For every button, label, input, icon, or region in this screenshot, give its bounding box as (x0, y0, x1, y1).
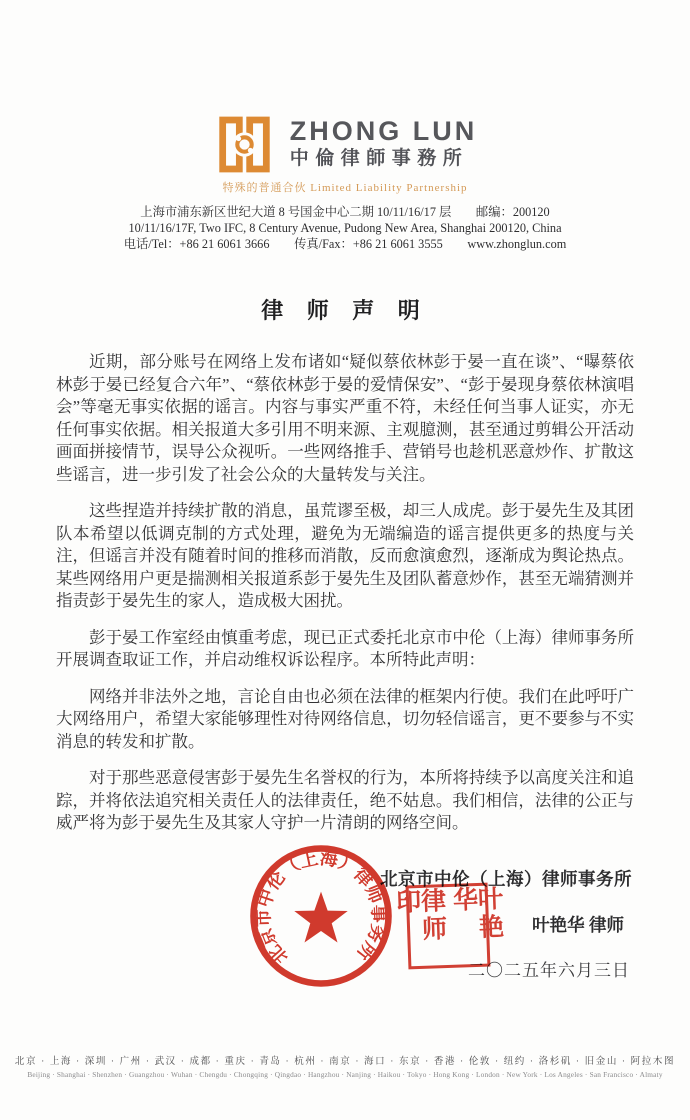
square-seal-left-column: 律师印 (392, 887, 447, 945)
office-cities-cn: 北京 · 上海 · 深圳 · 广州 · 武汉 · 成都 · 重庆 · 青岛 · 杭州 · 南京 · 海口 · 东京 · 香港 · 伦敦 · 纽约 · 洛杉矶 · 旧金山 · 阿拉木图 (14, 1057, 676, 1067)
contact-line: 电话/Tel：+86 21 6061 3666 传真/Fax：+86 21 6061 3555 www.zhonglun.com (123, 237, 567, 251)
firm-tagline: 特殊的普通合伙 Limited Liability Partnership (222, 182, 468, 194)
office-footer (0, 1056, 690, 1079)
paragraph-4: 网络并非法外之地，言论自由也必须在法律的框架内行使。我们在此呼吁广大网络用户，希望大家能够理性对待网络信息，切勿轻信谣言，更不要参与不实消息的转发和扩散。 (56, 686, 634, 751)
firm-round-seal (246, 841, 396, 991)
firm-address (0, 204, 690, 252)
firm-logo (0, 112, 690, 176)
paragraph-3: 彭于晏工作室经由慎重考虑，现已正式委托北京市中伦（上海）律师事务所开展调查取证工作，并启动维权诉讼程序。本所特此声明： (56, 627, 634, 669)
address-line-cn: 上海市浦东新区世纪大道 8 号国金中心二期 10/11/16/17 层 邮编：200120 (140, 205, 550, 219)
signature-lawyer: 叶艳华 律师 (532, 915, 624, 935)
firm-name-en: ZHONG LUN (289, 116, 478, 146)
seal-star-icon (294, 892, 347, 943)
zhonglun-logo-icon (213, 113, 276, 176)
signature-date: 二〇二五年六月三日 (468, 961, 630, 980)
paragraph-1: 近期，部分账号在网络上发布诸如“疑似蔡依林彭于晏一直在谈”、“曝蔡依林彭于晏已经复合六年”、“蔡依林彭于晏的爱情保安”、“彭于晏现身蔡依林演唱会”等毫无事实依据的谣言。内容与事实严重不符，未经任何当事人证实，亦无任何事实依据。相关报道大多引用不明来源、主观臆测，甚至通过剪辑公开活动画面拼接情节，误导公众视听。一些网络推手、营销号也趁机恶意炒作、扩散这些谣言，进一步引发了社会公众的大量转发与关注。 (56, 352, 634, 484)
office-cities-en: Beijing · Shanghai · Shenzhen · Guangzhou · Wuhan · Chengdu · Chongqing · Qingdao · Hangzhou · Nanjing · Haikou · Tokyo · Hong Kong · London · New York · Los Angeles · San Francisco · Almaty (27, 1070, 663, 1079)
lawyer-square-seal (392, 883, 504, 970)
address-line-en: 10/11/16/17F, Two IFC, 8 Century Avenue, Pudong New Area, Shanghai 200120, China (128, 221, 562, 235)
firm-wordmark (290, 116, 477, 172)
paragraph-5: 对于那些恶意侵害彭于晏先生名誉权的行为，本所将持续予以高度关注和追踪，并将依法追究相关责任人的法律责任，绝不姑息。我们相信，法律的公正与威严将为彭于晏先生及其家人守护一片清朗的网络空间。 (56, 768, 634, 832)
signature-firm-name: 北京市中伦（上海）律师事务所 (380, 869, 632, 889)
signature-block (0, 840, 690, 1010)
statement-body (56, 351, 634, 835)
round-seal-text: 北京市中伦（上海）律师事务所 (253, 847, 389, 968)
firm-name-cn: 中倫律師事務所 (289, 148, 469, 169)
paragraph-2: 这些捏造并持续扩散的消息，虽荒谬至极，却三人成虎。彭于晏先生及其团队本希望以低调克制的方式处理，避免为无端编造的谣言提供更多的热度与关注，但谣言并没有随着时间的推移而消散，反而愈演愈烈，逐渐成为舆论热点。某些网络用户更是揣测相关报道系彭于晏先生及团队蓄意炒作，甚至无端猜测并指责彭于晏先生的家人，造成极大困扰。 (56, 501, 634, 610)
square-seal-right-column: 叶艳华 (449, 885, 504, 943)
letterhead (0, 0, 690, 252)
page-title: 律 师 声 明 (261, 298, 429, 323)
